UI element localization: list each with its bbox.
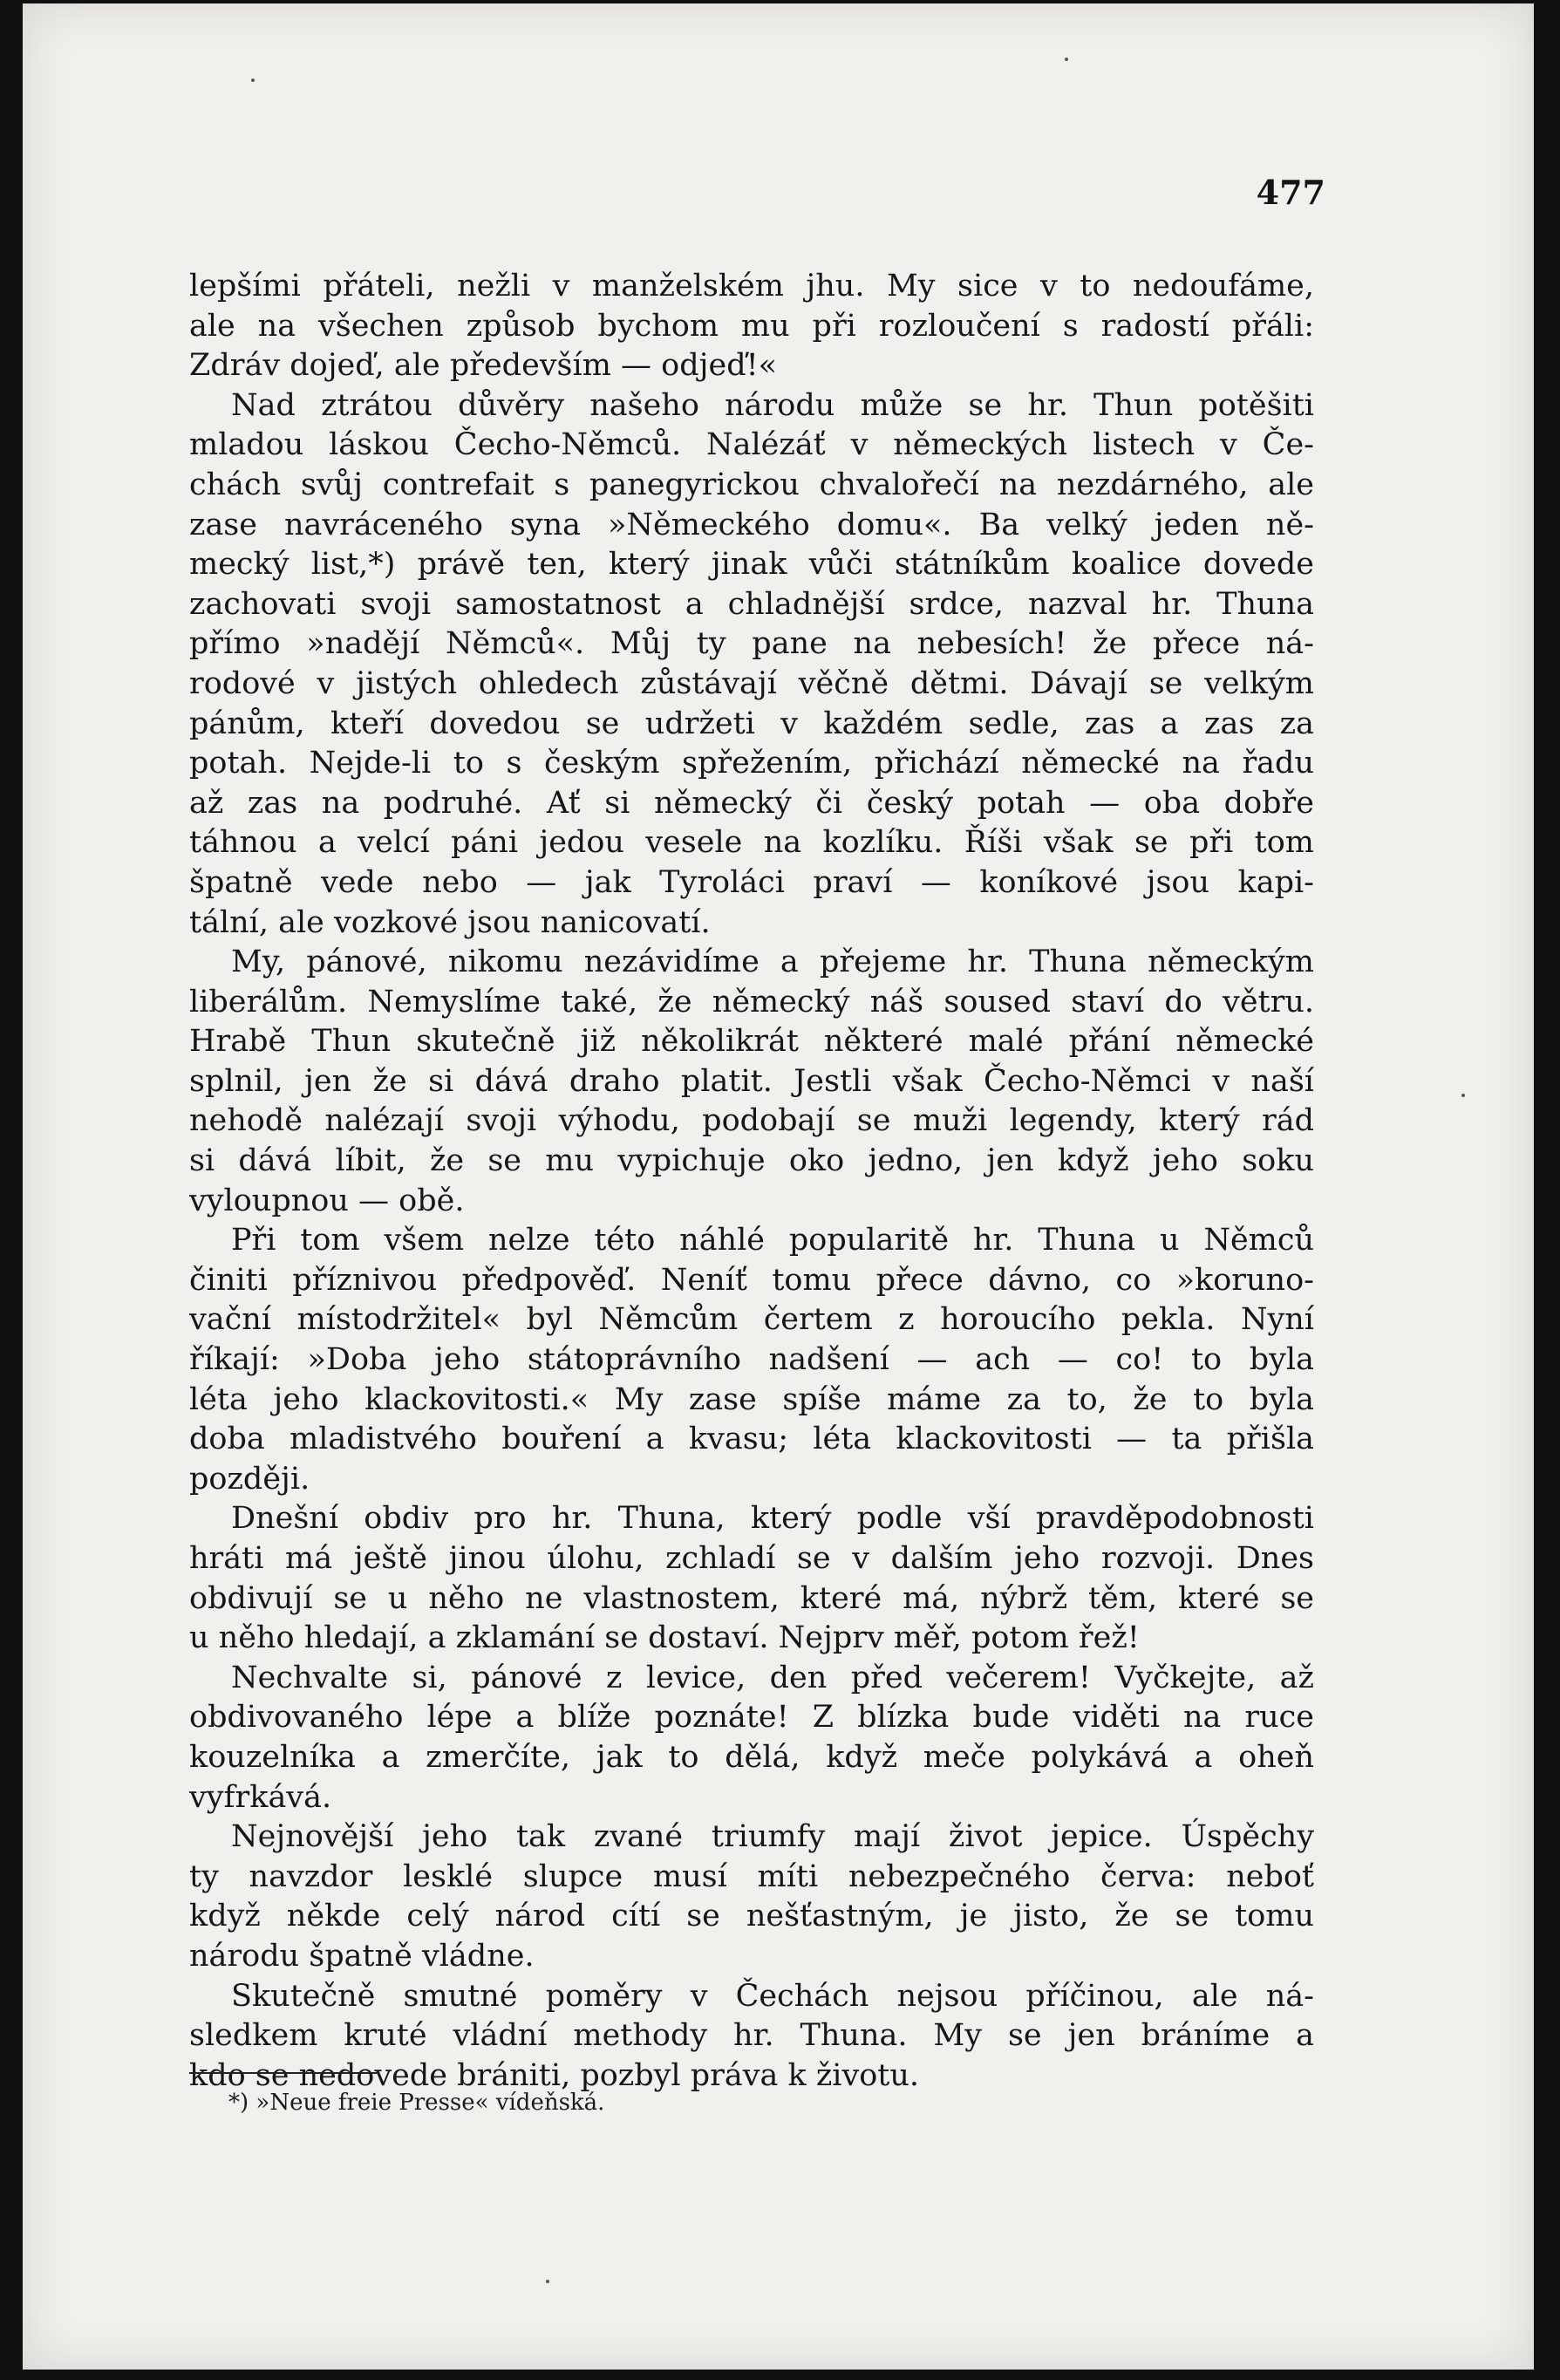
paragraph: [189, 943, 1314, 1221]
text-line: Skutečně smutné poměry v Čechách nejsou příčinou, ale ná-: [231, 1978, 1314, 2014]
text-line: přímo »nadějí Němců«. Můj ty pane na nebesích! že přece ná-: [189, 626, 1314, 662]
text-line: obdivují se u něho ne vlastnostem, které má, nýbrž těm, které se: [189, 1580, 1314, 1616]
text-line: obdivovaného lépe a blíže poznáte! Z blízka bude viděti na ruce: [189, 1700, 1314, 1736]
text-line: Při tom všem nelze této náhlé popularitě hr. Thuna u Němců: [231, 1223, 1314, 1258]
paragraph: [189, 1977, 1314, 2097]
text-line: liberálům. Nemyslíme také, že německý náš soused staví do větru.: [189, 984, 1314, 1020]
text-line: když někde celý národ cítí se nešťastným, je jisto, že se tomu: [189, 1899, 1314, 1934]
text-line: zachovati svoji samostatnost a chladnější srdce, nazval hr. Thuna: [189, 586, 1314, 622]
paragraph: [189, 1659, 1314, 1817]
paragraph: [189, 1817, 1314, 1976]
text-line: pánům, kteří dovedou se udržeti v každém sedle, zas a zas za: [189, 706, 1314, 741]
text-line: nehodě nalézají svoji výhodu, podobají se muži legendy, který rád: [189, 1103, 1314, 1139]
text-line: Nejnovější jeho tak zvané triumfy mají život jepice. Úspěchy: [231, 1819, 1314, 1855]
text-line: hráti má ještě jinou úlohu, zchladí se v dalším jeho rozvoji. Dnes: [189, 1541, 1314, 1576]
text-line: splnil, jen že si dává draho platit. Jestli však Čecho-Němci v naší: [189, 1063, 1314, 1099]
text-line: My, pánové, nikomu nezávidíme a přejeme hr. Thuna německým: [231, 944, 1314, 980]
text-line: doba mladistvého bouření a kvasu; léta klackovitosti — ta přišla: [189, 1422, 1314, 1457]
paper-speck: [251, 78, 255, 82]
text-line: ty navzdor lesklé slupce musí míti nebezpečného červa: neboť: [189, 1858, 1314, 1894]
paper-speck: [546, 2280, 549, 2283]
text-line: chách svůj contrefait s panegyrickou chvalořečí na nezdárného, ale: [189, 467, 1314, 502]
text-line: později.: [189, 1461, 310, 1497]
text-line: mecký list,*) právě ten, který jinak vůči státníkům koalice dovede: [189, 547, 1314, 583]
page-number: 477: [1256, 173, 1325, 212]
text-line: kouzelníka a zmerčíte, jak to dělá, když meče polykává a oheň: [189, 1739, 1314, 1775]
paragraph: [189, 1499, 1314, 1658]
paragraph: [189, 386, 1314, 943]
text-line: sledkem kruté vládní methody hr. Thuna. My se jen bráníme a: [189, 2018, 1314, 2054]
text-line: vyloupnou — obě.: [189, 1183, 465, 1218]
text-line: ale na všechen způsob bychom mu při rozloučení s radostí přáli:: [189, 308, 1314, 344]
text-line: vační místodržitel« byl Němcům čertem z horoucího pekla. Nyní: [189, 1302, 1314, 1338]
text-line: rodové v jistých ohledech zůstávají věčně dětmi. Dávají se velkým: [189, 665, 1314, 701]
text-line: národu špatně vládne.: [189, 1938, 535, 1974]
text-line: špatně vede nebo — jak Tyroláci praví — koníkové jsou kapi-: [189, 864, 1314, 900]
text-line: až zas na podruhé. Ať si německý či český potah — oba dobře: [189, 785, 1314, 821]
text-line: Zdráv dojeď, ale především — odjeď!«: [189, 348, 778, 384]
paragraph: [189, 267, 1314, 386]
text-line: léta jeho klackovitosti.« My zase spíše máme za to, že to byla: [189, 1381, 1314, 1417]
text-line: kdo se nedovede brániti, pozbyl práva k životu.: [189, 2057, 920, 2093]
text-line: vyfrkává.: [189, 1779, 332, 1815]
text-line: potah. Nejde-li to s českým spřežením, přichází německé na řadu: [189, 746, 1314, 781]
text-line: u něho hledají, a zklamání se dostaví. Nejprv měř, potom řež!: [189, 1620, 1140, 1656]
text-line: tální, ale vozkové jsou nanicovatí.: [189, 904, 711, 940]
paper-speck: [1065, 58, 1068, 61]
text-line: si dává líbit, že se mu vypichuje oko jedno, jen když jeho soku: [189, 1143, 1314, 1179]
body-text: [189, 267, 1314, 2096]
footnote: *) »Neue freie Presse« vídeňská.: [228, 2090, 605, 2116]
text-line: říkají: »Doba jeho státoprávního nadšení — ach — co! to byla: [189, 1342, 1314, 1378]
text-line: mladou láskou Čecho-Němců. Nalézáť v německých listech v Če-: [189, 427, 1314, 463]
text-line: Nechvalte si, pánové z levice, den před večerem! Vyčkejte, až: [231, 1660, 1314, 1695]
paper-speck: [1461, 1094, 1465, 1097]
text-line: táhnou a velcí páni jedou vesele na kozlíku. Říši však se při tom: [189, 825, 1314, 861]
text-line: zase navráceného syna »Německého domu«. Ba velký jeden ně-: [189, 507, 1314, 542]
paragraph: [189, 1221, 1314, 1499]
text-line: činiti příznivou předpověď. Neníť tomu přece dávno, co »koruno-: [189, 1262, 1314, 1298]
text-line: Nad ztrátou důvěry našeho národu může se hr. Thun potěšiti: [231, 387, 1314, 423]
text-line: Dnešní obdiv pro hr. Thuna, který podle vší pravděpodobnosti: [231, 1501, 1314, 1537]
text-line: Hrabě Thun skutečně již několikrát některé malé přání německé: [189, 1024, 1314, 1060]
text-line: lepšími přáteli, nežli v manželském jhu. My sice v to nedoufáme,: [189, 269, 1314, 303]
footnote-rule: [189, 2072, 377, 2074]
